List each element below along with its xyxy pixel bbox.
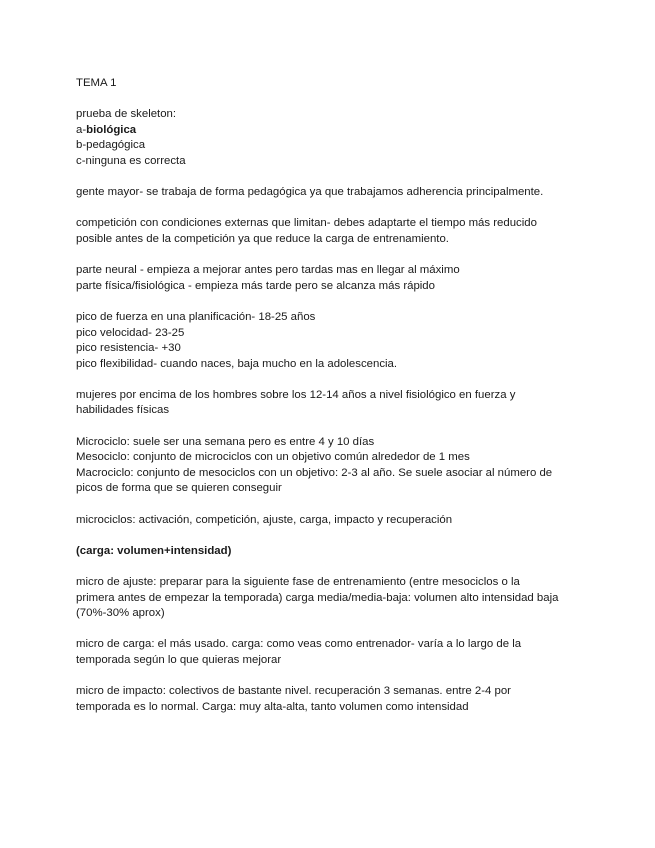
micro-impacto-line-1: micro de impacto: colectivos de bastante nivel. recuperación 3 semanas. entre 2-4 por	[76, 685, 511, 698]
micro-carga-line-2: temporada según lo que quieras mejorar	[76, 653, 282, 666]
quiz-option-c: c-ninguna es correcta	[76, 154, 186, 167]
microciclos-list: microciclos: activación, competición, ajuste, carga, impacto y recuperación	[76, 513, 453, 526]
quiz-option-a-answer: biológica	[86, 123, 137, 136]
micro-carga-line-1: micro de carga: el más usado. carga: como veas como entrenador- varía a lo largo de la	[76, 638, 522, 651]
paragraph-partes	[76, 263, 595, 294]
mujeres-line-2: habilidades físicas	[76, 404, 170, 417]
title-text: TEMA 1	[76, 77, 117, 89]
carga-formula: (carga: volumen+intensidad)	[76, 544, 232, 557]
quiz-block	[76, 107, 595, 169]
quiz-option-a	[76, 123, 595, 139]
micro-impacto-line-2: temporada es lo normal. Carga: muy alta-alta, tanto volumen como intensidad	[76, 700, 469, 713]
pico-flexibilidad: pico flexibilidad- cuando naces, baja mucho en la adolescencia.	[76, 357, 398, 370]
document-title	[76, 76, 595, 92]
paragraph-mujeres	[76, 388, 595, 419]
macrociclo-text: Macrociclo: conjunto de mesociclos con un objetivo: 2-3 al año. Se suele asociar al número de	[76, 466, 553, 479]
microciclo-text: Microciclo: suele ser una semana pero es entre 4 y 10 días	[76, 435, 375, 448]
pico-velocidad: pico velocidad- 23-25	[76, 326, 185, 339]
paragraph-micro-impacto	[76, 684, 595, 715]
mesociclo-text: Mesociclo: conjunto de microciclos con un objetivo común alrededor de 1 mes	[76, 451, 470, 464]
quiz-question: prueba de skeleton:	[76, 108, 177, 121]
parte-neural-text: parte neural - empieza a mejorar antes pero tardas mas en llegar al máximo	[76, 264, 460, 277]
mujeres-line-1: mujeres por encima de los hombres sobre los 12-14 años a nivel fisiológico en fuerza y	[76, 388, 516, 401]
competicion-line-2: posible antes de la competición ya que reduce la carga de entrenamiento.	[76, 232, 449, 245]
micro-ajuste-line-2: primera antes de empezar la temporada) carga media/media-baja: volumen alto intensidad baja	[76, 591, 559, 604]
paragraph-microciclos	[76, 513, 595, 529]
quiz-option-a-prefix: a-	[76, 123, 87, 136]
gente-mayor-text: gente mayor- se trabaja de forma pedagógica ya que trabajamos adherencia principalmente.	[76, 186, 544, 199]
competicion-line-1: competición con condiciones externas que limitan- debes adaptarte el tiempo más reducido	[76, 217, 537, 230]
paragraph-picos	[76, 310, 595, 372]
paragraph-competicion	[76, 216, 595, 247]
paragraph-micro-ajuste	[76, 575, 595, 622]
pico-resistencia: pico resistencia- +30	[76, 342, 181, 355]
parte-fisica-text: parte física/fisiológica - empieza más tarde pero se alcanza más rápido	[76, 279, 435, 292]
micro-ajuste-line-1: micro de ajuste: preparar para la siguiente fase de entrenamiento (entre mesociclos o la	[76, 576, 520, 588]
paragraph-carga-heading	[76, 544, 595, 560]
macrociclo-text-cont: picos de forma que se quieren conseguir	[76, 482, 282, 495]
micro-ajuste-line-3: (70%-30% aprox)	[76, 607, 165, 620]
paragraph-ciclos	[76, 435, 595, 497]
quiz-option-b: b-pedagógica	[76, 139, 146, 152]
pico-fuerza: pico de fuerza en una planificación- 18-25 años	[76, 310, 316, 323]
paragraph-gente-mayor	[76, 185, 595, 201]
paragraph-micro-carga	[76, 637, 595, 668]
